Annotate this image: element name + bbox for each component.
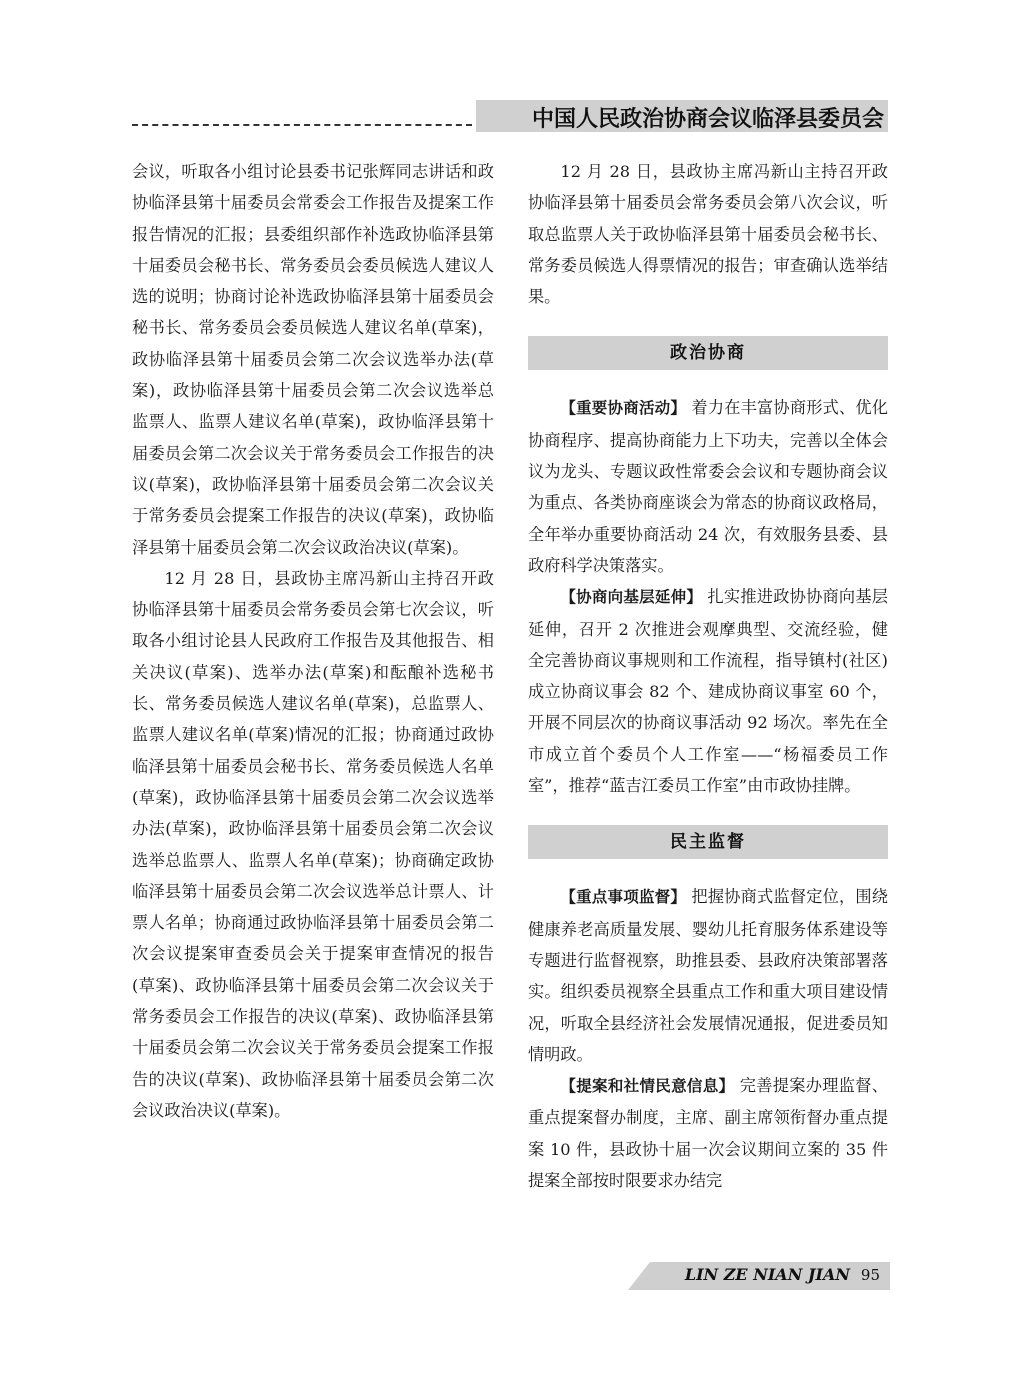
consultation-lead-2: 【协商向基层延伸】 <box>560 588 703 607</box>
supervision-paragraph-2 <box>528 1070 888 1196</box>
page-number: 95 <box>860 1266 880 1284</box>
page-header <box>132 100 888 134</box>
section-heading-democratic-supervision: 民主监督 <box>528 825 888 859</box>
right-column <box>528 156 888 1196</box>
consultation-paragraph-1 <box>528 392 888 581</box>
right-paragraph-1: 12 月 28 日，县政协主席冯新山主持召开政协临泽县第十届委员会常务委员会第八次会议，听取总监票人关于政协临泽县第十届委员会秘书长、常务委员候选人得票情况的报告；审查确认选举结果。 <box>528 162 888 307</box>
supervision-lead-1: 【重点事项监督】 <box>560 888 687 907</box>
header-dashed-rule <box>132 124 472 126</box>
section-heading-political-consultation: 政治协商 <box>528 336 888 370</box>
consultation-lead-1: 【重要协商活动】 <box>560 399 687 418</box>
consultation-text-2: 扎实推进政协协商向基层延伸，召开 2 次推进会观摩典型、交流经验，健全完善协商议事规则和工作流程，指导镇村(社区)成立协商议事会 82 个、建成协商议事室 60 个，开展不同层次的协商议事活动 92 场次。率先在全市成立首个委员个人工作室——“杨福委员工作室”，推荐“蓝吉江委员工作室”由市政协挂牌。 <box>528 587 888 796</box>
footer-journal-name: LIN ZE NIAN JIAN <box>684 1265 850 1284</box>
page-footer <box>628 1262 890 1290</box>
left-paragraph-2: 12 月 28 日，县政协主席冯新山主持召开政协临泽县第十届委员会常务委员会第七次会议，听取各小组讨论县人民政府工作报告及其他报告、相关决议(草案)、选举办法(草案)和酝酿补选秘书长、常务委员候选人建议名单(草案)，总监票人、监票人建议名单(草案)情况的汇报；协商通过政协临泽县第十届委员会秘书长、常务委员候选人名单(草案)，政协临泽县第十届委员会第二次会议选举办法(草案)，政协临泽县第十届委员会第二次会议选举总监票人、监票人名单(草案)；协商确定政协临泽县第十届委员会第二次会议选举总计票人、计票人名单；协商通过政协临泽县第十届委员会第二次会议提案审查委员会关于提案审查情况的报告(草案)、政协临泽县第十届委员会第二次会议关于常务委员会工作报告的决议(草案)、政协临泽县第十届委员会第二次会议关于常务委员会提案工作报告的决议(草案)、政协临泽县第十届委员会第二次会议政治决议(草案)。 <box>132 568 494 1120</box>
consultation-text-1: 着力在丰富协商形式、优化协商程序、提高协商能力上下功夫，完善以全体会议为龙头、专题议政性常委会会议和专题协商会议为重点、各类协商座谈会为常态的协商议政格局，全年举办重要协商活动 24 次，有效服务县委、县政府科学决策落实。 <box>528 398 888 575</box>
supervision-lead-2: 【提案和社情民意信息】 <box>560 1077 735 1096</box>
consultation-paragraph-2 <box>528 581 888 801</box>
supervision-paragraph-1 <box>528 881 888 1070</box>
header-title: 中国人民政治协商会议临泽县委员会 <box>531 107 884 132</box>
left-column <box>132 156 494 1126</box>
supervision-text-2: 完善提案办理监督、重点提案督办制度，主席、副主席领衔督办重点提案 10 件，县政协十届一次会议期间立案的 35 件提案全部按时限要求办结完 <box>528 1076 888 1191</box>
header-title-box <box>476 100 888 132</box>
left-paragraph-1: 会议，听取各小组讨论县委书记张辉同志讲话和政协临泽县第十届委员会常委会工作报告及提案工作报告情况的汇报；县委组织部作补选政协临泽县第十届委员会秘书长、常务委员会委员候选人建议人选的说明；协商讨论补选政协临泽县第十届委员会秘书长、常务委员会委员候选人建议名单(草案)，政协临泽县第十届委员会第二次会议选举办法(草案)，政协临泽县第十届委员会第二次会议选举总监票人、监票人建议名单(草案)，政协临泽县第十届委员会第二次会议关于常务委员会工作报告的决议(草案)，政协临泽县第十届委员会第二次会议关于常务委员会提案工作报告的决议(草案)，政协临泽县第十届委员会第二次会议政治决议(草案)。 <box>132 162 494 557</box>
supervision-text-1: 把握协商式监督定位，围绕健康养老高质量发展、婴幼儿托育服务体系建设等专题进行监督视察，助推县委、县政府决策部署落实。组织委员视察全县重点工作和重大项目建设情况，听取全县经济社会发展情况通报，促进委员知情明政。 <box>528 887 888 1064</box>
